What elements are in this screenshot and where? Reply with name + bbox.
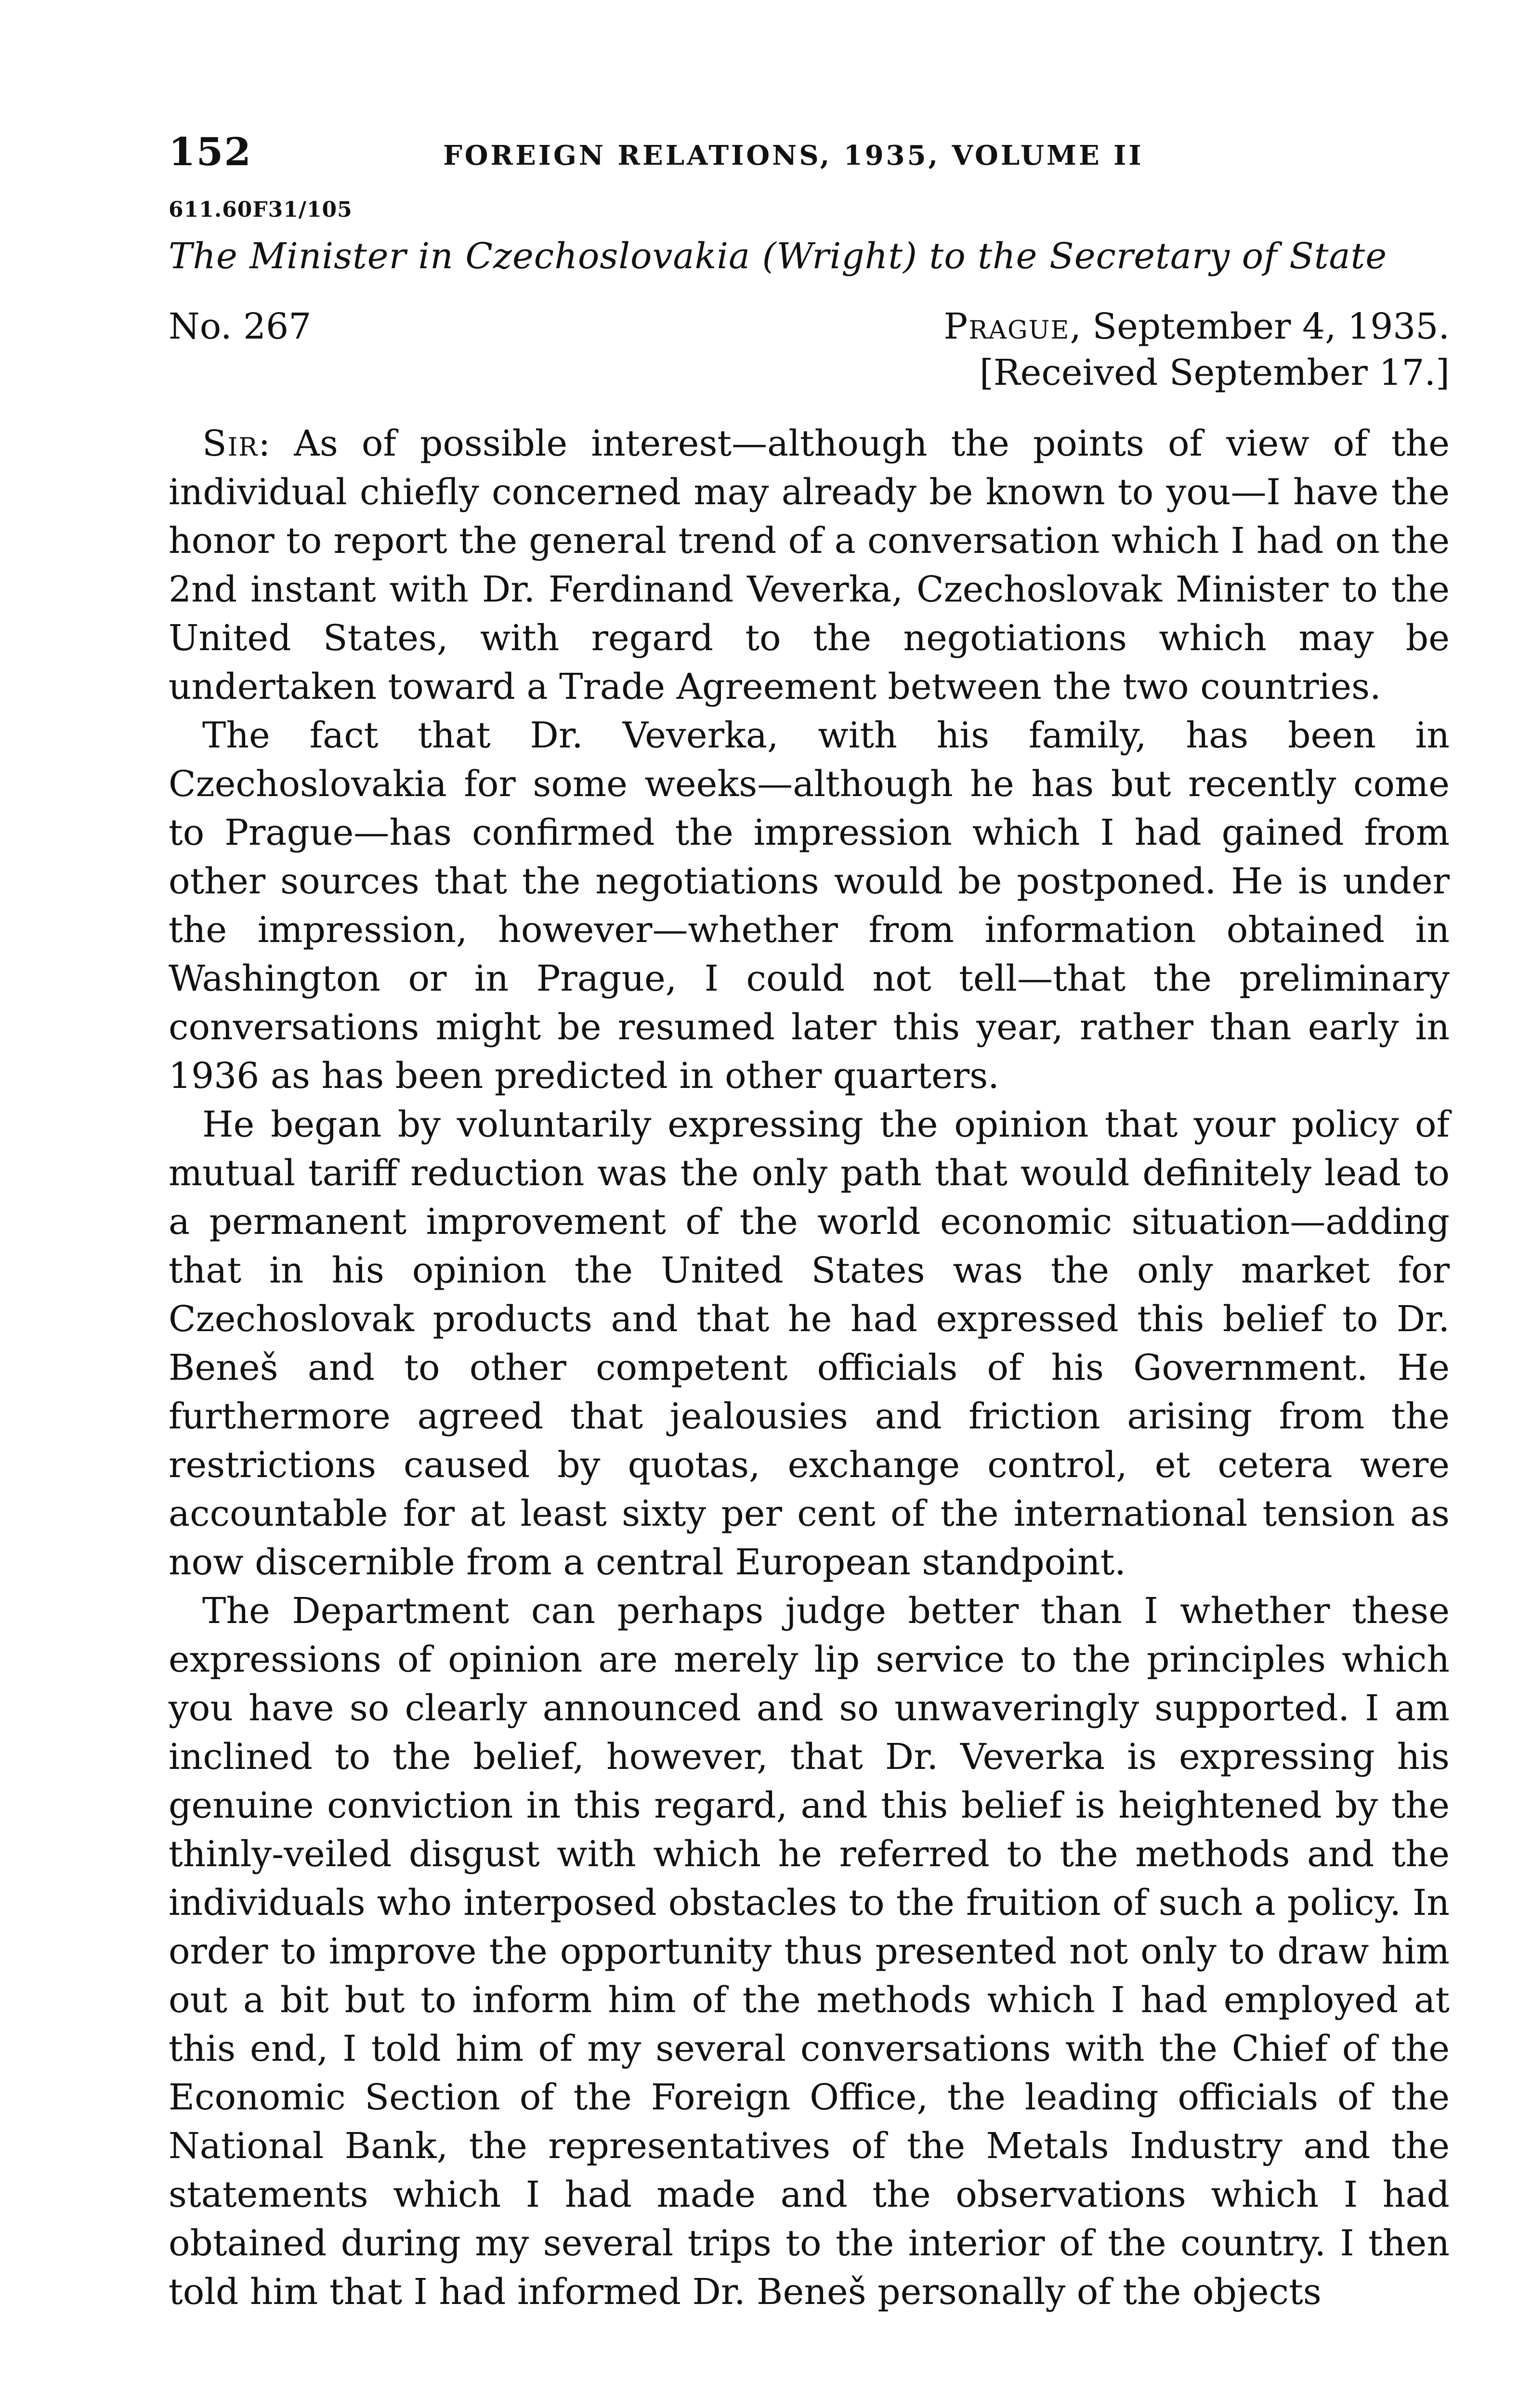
paragraph-1	[169, 419, 1450, 711]
paragraph-2: The fact that Dr. Veverka, with his family, has been in Czechoslovakia for some weeks—although he has but recently come to Prague—has confirmed the impression which I had gained from other sources that the negotiations would be postponed. He is under the impression, however—whether from information obtained in Washington or in Prague, I could not tell—that the preliminary conversations might be resumed later this year, rather than early in 1936 as has been predicted in other quarters.	[169, 715, 1450, 1097]
paragraph-4: The Department can perhaps judge better than I whether these expressions of opinion are merely lip service to the principles which you have so clearly announced and so unwaveringly supported. I am inclined to the belief, however, that Dr. Veverka is expressing his genuine conviction in this regard, and this belief is heightened by the thinly-veiled disgust with which he referred to the methods and the individuals who interposed obstacles to the fruition of such a policy. In order to improve the opportunity thus presented not only to draw him out a bit but to inform him of the methods which I had employed at this end, I told him of my several conversations with the Chief of the Economic Section of the Foreign Office, the leading officials of the National Bank, the representatives of the Metals Industry and the statements which I had made and the observations which I had obtained during my several trips to the interior of the country. I then told him that I had informed Dr. Beneš personally of the objects	[169, 1590, 1450, 2313]
place-date	[944, 306, 1450, 347]
file-number: 611.60F31/105	[169, 197, 353, 222]
document-number: No. 267	[169, 306, 312, 347]
received-date: [Received September 17.]	[980, 352, 1450, 393]
paragraph-3: He began by voluntarily expressing the opinion that your policy of mutual tariff reduction was the only path that would definitely lead to a permanent improvement of the world economic situation—adding that in his opinion the United States was the only market for Czechoslovak products and that he had expressed this belief to Dr. Beneš and to other competent officials of his Government. He furthermore agreed that jealousies and friction arising from the restrictions caused by quotas, exchange control, et cetera were accountable for at least sixty per cent of the international tension as now discernible from a central European standpoint.	[169, 1104, 1450, 1583]
page-number: 152	[169, 129, 252, 174]
paragraph-1-text: : As of possible interest—although the points of view of the individual chiefly concerned may already be known to you—I have the honor to report the general trend of a conversation which I had on the 2nd instant with Dr. Ferdinand Veverka, Czechoslovak Minister to the United States, with regard to the negotiations which may be undertaken toward a Trade Agreement between the two countries.	[169, 423, 1450, 707]
document-meta	[169, 306, 1450, 412]
running-head: FOREIGN RELATIONS, 1935, VOLUME II	[443, 140, 1144, 171]
document-title: The Minister in Czechoslovakia (Wright) to the Secretary of State	[169, 236, 1387, 277]
salutation: Sir	[202, 423, 259, 464]
document-page	[169, 116, 1450, 2379]
place: Prague	[943, 306, 1070, 347]
date: , September 4, 1935.	[1070, 306, 1450, 347]
page-header	[169, 116, 1450, 197]
letter-body	[169, 419, 1450, 2316]
